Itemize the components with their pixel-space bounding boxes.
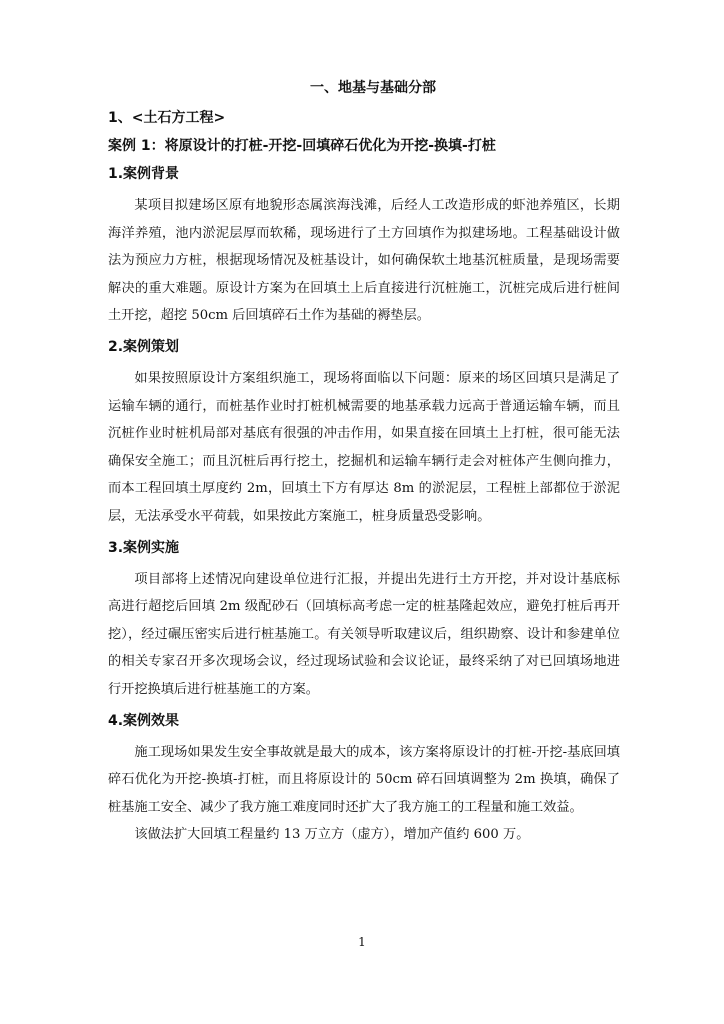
case-implementation-paragraph: 项目部将上述情况向建设单位进行汇报，并提出先进行土方开挖，并对设计基底标高进行超挖后回填 2m 级配砂石（回填标高考虑一定的桩基隆起效应，避免打桩后再开挖），经过碾压密实后进行桩基施工。有关领导听取建议后，组织勘察、设计和参建单位的相关专家召开多次现场会议，经过现场试验和会议论证，最终采纳了对已回填场地进行开挖换填后进行桩基施工的方案。 (108, 571, 620, 697)
case-implementation-heading: 3.案例实施 (108, 539, 180, 556)
case-effect-summary-paragraph: 该做法扩大回填工程量约 13 万立方（虚方），增加产值约 600 万。 (134, 827, 530, 843)
case-planning-heading: 2.案例策划 (108, 338, 180, 355)
case-effect-paragraph: 施工现场如果发生安全事故就是最大的成本，该方案将原设计的打桩-开挖-基底回填碎石优化为开挖-换填-打桩，而且将原设计的 50cm 碎石回填调整为 2m 换填，确保了桩基施工安全、减少了我方施工难度同时还扩大了我方施工的工程量和施工效益。 (108, 744, 620, 815)
case-planning-paragraph: 如果按照原设计方案组织施工，现场将面临以下问题：原来的场区回填只是满足了运输车辆的通行，而桩基作业时打桩机械需要的地基承载力远高于普通运输车辆，而且沉桩作业时桩机局部对基底有很强的冲击作用，如果直接在回填土上打桩，很可能无法确保安全施工；而且沉桩后再行挖土，挖掘机和运输车辆行走会对桩体产生侧向推力，而本工程回填土厚度约 2m，回填土下方有厚达 8m 的淤泥层，工程桩上部都位于淤泥层，无法承受水平荷载，如果按此方案施工，桩身质量恐受影响。 (108, 370, 620, 524)
section-title: 1、<土石方工程> (108, 110, 226, 126)
page-number: 1 (358, 935, 366, 949)
case-title: 案例 1：将原设计的打桩-开挖-回填碎石优化为开挖-换填-打桩 (108, 138, 496, 154)
case-background-paragraph: 某项目拟建场区原有地貌形态属滨海浅滩，后经人工改造形成的虾池养殖区，长期海洋养殖，池内淤泥层厚而软稀，现场进行了土方回填作为拟建场地。工程基础设计做法为预应力方桩，根据现场情况及桩基设计，如何确保软土地基沉桩质量，是现场需要解决的重大难题。原设计方案为在回填土上后直接进行沉桩施工，沉桩完成后进行桩间土开挖，超挖 50cm 后回填碎石土作为基础的褥垫层。 (108, 198, 620, 324)
case-background-heading: 1.案例背景 (108, 166, 180, 182)
case-effect-heading: 4.案例效果 (108, 712, 180, 729)
chapter-title: 一、地基与基础分部 (310, 80, 436, 96)
